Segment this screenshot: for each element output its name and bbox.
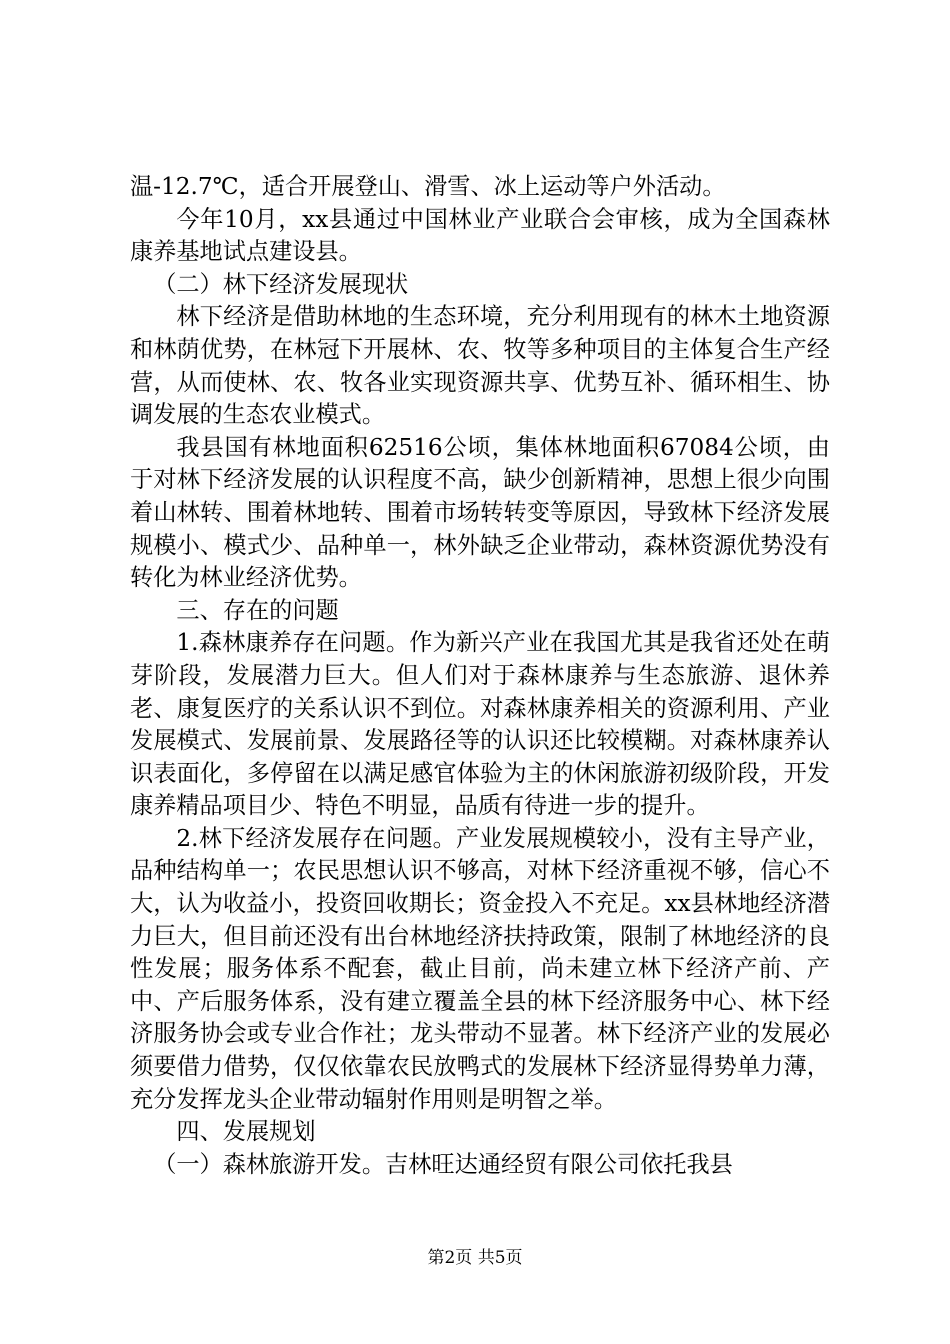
paragraph-4: 林下经济是借助林地的生态环境，充分利用现有的林木土地资源和林荫优势，在林冠下开展林、农、牧等多种项目的主体复合生产经营，从而使林、农、牧各业实现资源共享、优势互补、循环相生、协调发展的生态农业模式。	[130, 303, 830, 429]
paragraph-1: 温-12.7℃，适合开展登山、滑雪、冰上运动等户外活动。	[130, 173, 726, 200]
paragraph-8: 2.林下经济发展存在问题。产业发展规模较小，没有主导产业，品种结构单一；农民思想认识不够高，对林下经济重视不够，信心不大，认为收益小，投资回收期长；资金投入不充足。xx县林地经济潜力巨大，但目前还没有出台林地经济扶持政策，限制了林地经济的良性发展；服务体系不配套，截止目前，尚未建立林下经济产前、产中、产后服务体系，没有建立覆盖全县的林下经济服务中心、林下经济服务协会或专业合作社；龙头带动不显著。林下经济产业的发展必须要借力借势，仅仅依靠农民放鸭式的发展林下经济显得势单力薄，充分发挥龙头企业带动辐射作用则是明智之举。	[130, 824, 830, 1113]
section-heading-2: （二）林下经济发展现状	[153, 270, 409, 298]
page-footer	[0, 1247, 950, 1269]
section-heading-3: 三、存在的问题	[176, 596, 339, 624]
paragraph-5: 我县国有林地面积62516公顷，集体林地面积67084公顷，由于对林下经济发展的认识程度不高，缺少创新精神，思想上很少向围着山林转、围着林地转、围着市场转转变等原因，导致林下经济发展规模小、模式少、品种单一，林外缺乏企业带动，森林资源优势没有转化为林业经济优势。	[130, 433, 830, 592]
paragraph-7: 1.森林康养存在问题。作为新兴产业在我国尤其是我省还处在萌芽阶段，发展潜力巨大。但人们对于森林康养与生态旅游、退休养老、康复医疗的关系认识不到位。对森林康养相关的资源利用、产业发展模式、发展前景、发展路径等的认识还比较模糊。对森林康养认识表面化，多停留在以满足感官体验为主的休闲旅游初级阶段，开发康养精品项目少、特色不明显，品质有待进一步的提升。	[130, 629, 830, 820]
section-heading-4: 四、发展规划	[176, 1118, 316, 1146]
page-number-label: 第2页 共5页	[427, 1248, 523, 1268]
paragraph-2: 今年10月，xx县通过中国林业产业联合会审核，成为全国森林康养基地试点建设县。	[130, 205, 830, 266]
paragraph-10: （一）森林旅游开发。吉林旺达通经贸有限公司依托我县	[153, 1150, 733, 1178]
document-body	[130, 171, 830, 1181]
